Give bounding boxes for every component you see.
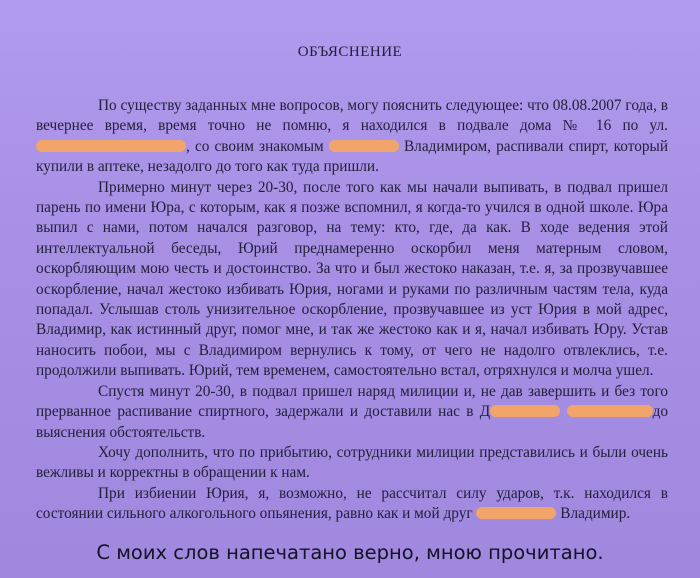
paragraph-text: По существу заданных мне вопросов, могу пояснить следующее: что 08.08.2007 года, в вечернее время, время точно не помню, я находился в подвале дома № 16 по ул.: [36, 97, 668, 135]
paragraph-text: Хочу дополнить, что по прибытию, сотрудники милиции представились и были очень вежливы и корректны в обращении к нам.: [36, 443, 668, 482]
paragraph: [36, 382, 668, 443]
paragraph: [36, 178, 668, 382]
redaction-mark: [567, 405, 653, 417]
redaction-mark: [490, 405, 560, 417]
paragraph-text: Спустя минут 20-30, в подвал пришел наряд милиции и, не дав завершить и без того прерванное распивание спиртного, задержали и доставили нас в Д: [36, 382, 668, 421]
redaction-mark: [476, 507, 556, 519]
handwritten-confirmation: С моих слов напечатано верно, мною прочитано.: [96, 541, 604, 564]
redaction-mark: [329, 140, 399, 152]
paragraph: [36, 443, 668, 484]
paragraph-text: [560, 403, 566, 420]
redaction-mark: [36, 140, 186, 152]
document-body: [36, 96, 668, 525]
paragraph-text: Владимиром, распивали спирт, который купили в аптеке, незадолго до того как туда пришли.: [36, 137, 668, 176]
paragraph-text: до выяснения обстоятельств.: [36, 403, 668, 441]
paragraph-text: Примерно минут через 20-30, после того как мы начали выпивать, в подвал пришел парень по имени Юра, с которым, как я позже вспомнил, я когда-то учился в одной школе. Юра выпил с нами, потом начался разговор, на тему: кто, где, да как. В ходе ведения этой интеллектуальной беседы, Юрий преднамеренно оскорбил меня матерным словом, оскорбляющим мою честь и достоинство. За что и был жестоко наказан, т.е. я, за прозвучавшее оскорбление, начал жестоко избивать Юрия, ногами и руками по различным частям тела, куда попадал. Услышав столь унизительное оскорбление, прозвучавшее из уст Юрия в мой адрес, Владимир, как истинный друг, помог мне, и так же жестоко как и я, начал избивать Юру. Устав наносить побои, мы с Владимиром вернулись к тому, от чего не надолго отвлеклись, т.е. продолжили выпивать. Юрий, тем временем, самостоятельно встал, отряхнулся и молча ушел.: [36, 178, 668, 380]
paragraph-text: , со своим знакомым: [186, 137, 329, 155]
paragraph-text: Владимир.: [556, 505, 631, 523]
document-title: ОБЪЯСНЕНИЕ: [297, 44, 403, 60]
paragraph: [36, 96, 668, 178]
paragraph: [36, 484, 668, 525]
paragraph-text: При избиении Юрия, я, возможно, не рассчитал силу ударов, т.к. находился в состоянии сильного алкогольного опьянения, равно как и мой друг: [36, 484, 668, 523]
